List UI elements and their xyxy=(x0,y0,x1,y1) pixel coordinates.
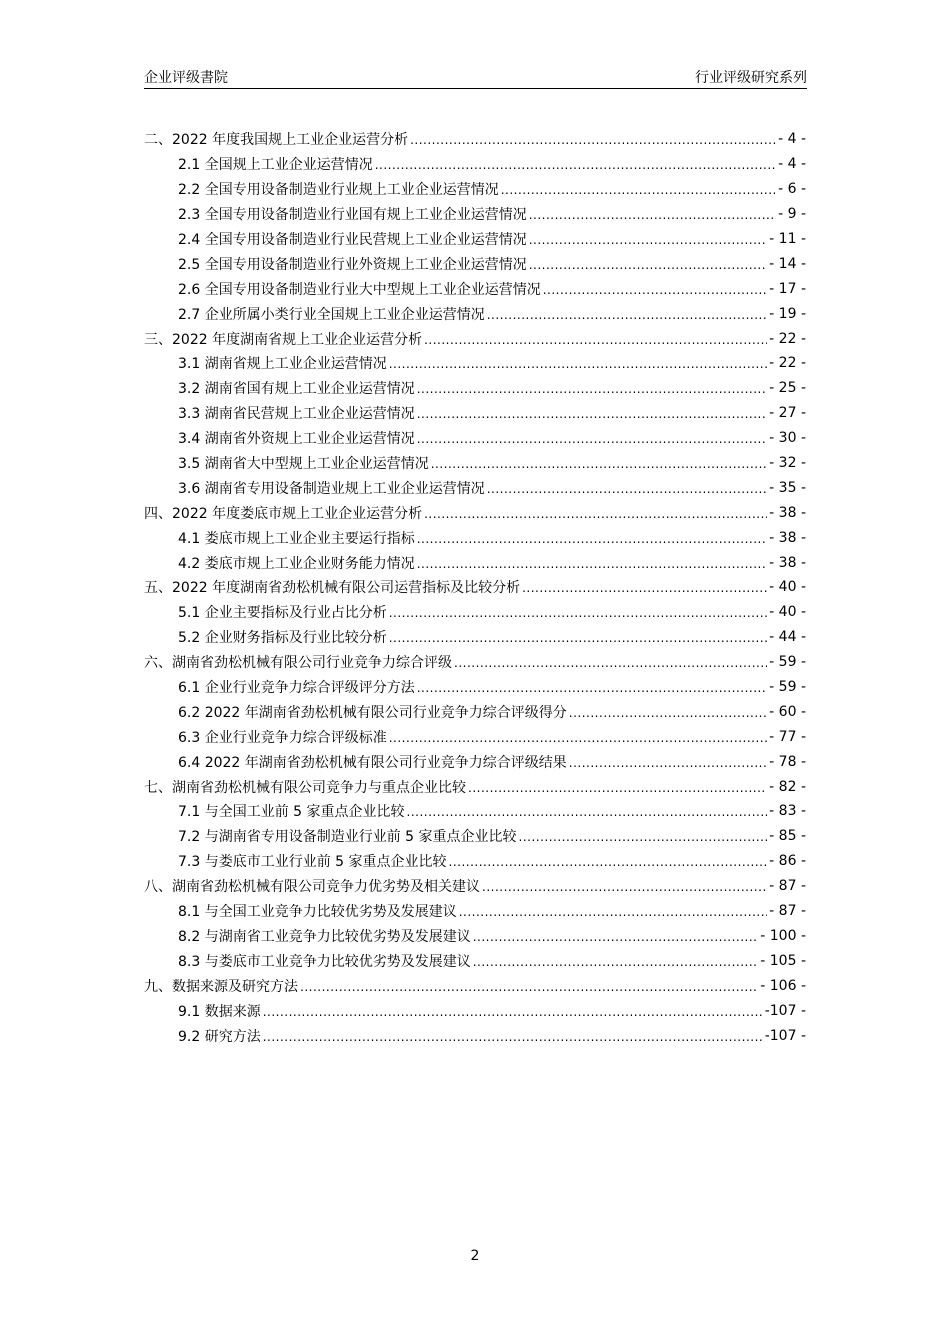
toc-section-entry[interactable] xyxy=(144,699,806,724)
toc-section-entry[interactable] xyxy=(144,749,806,774)
toc-section-entry[interactable] xyxy=(144,376,806,401)
toc-entry-page: - 40 - xyxy=(769,579,806,596)
toc-entry-title: 2.1 全国规上工业企业运营情况 xyxy=(178,157,373,174)
toc-entry-title: 7.2 与湖南省专用设备制造业行业前 5 家重点企业比较 xyxy=(178,829,517,846)
dot-leader xyxy=(529,258,767,272)
toc-chapter-entry[interactable] xyxy=(144,326,806,351)
toc-entry-title: 四、2022 年度娄底市规上工业企业运营分析 xyxy=(144,505,423,522)
toc-entry-title: 2.4 全国专用设备制造业行业民营规上工业企业运营情况 xyxy=(178,232,527,248)
toc-chapter-entry[interactable] xyxy=(144,500,806,525)
toc-entry-title: 九、数据来源及研究方法 xyxy=(144,978,298,995)
dot-leader xyxy=(424,507,767,521)
dot-leader xyxy=(569,756,767,770)
dot-leader xyxy=(389,731,767,745)
toc-entry-title: 3.6 湖南省专用设备制造业规上工业企业运营情况 xyxy=(178,480,485,497)
toc-chapter-entry[interactable] xyxy=(144,973,806,998)
toc-section-entry[interactable] xyxy=(144,525,806,550)
toc-entry-page: - 87 - xyxy=(769,878,806,895)
toc-entry-title: 8.3 与娄底市工业竞争力比较优劣势及发展建议 xyxy=(178,953,471,970)
toc-entry-title: 5.1 企业主要指标及行业占比分析 xyxy=(178,605,387,622)
toc-chapter-entry[interactable] xyxy=(144,650,806,675)
toc-section-entry[interactable] xyxy=(144,301,806,326)
toc-entry-title: 2.6 全国专用设备制造业行业大中型规上工业企业运营情况 xyxy=(178,281,541,298)
toc-section-entry[interactable] xyxy=(144,475,806,500)
toc-section-entry[interactable] xyxy=(144,251,806,276)
dot-leader xyxy=(263,1030,763,1044)
toc-entry-page: - 9 - xyxy=(778,206,806,223)
dot-leader xyxy=(417,407,767,421)
dot-leader xyxy=(529,208,776,222)
toc-entry-page: - 27 - xyxy=(769,405,806,422)
toc-entry-title: 二、2022 年度我国规上工业企业运营分析 xyxy=(144,132,409,149)
toc-entry-title: 2.2 全国专用设备制造业行业规上工业企业运营情况 xyxy=(178,182,499,199)
toc-entry-title: 八、湖南省劲松机械有限公司竞争力优劣势及相关建议 xyxy=(144,879,480,896)
toc-section-entry[interactable] xyxy=(144,948,806,973)
toc-section-entry[interactable] xyxy=(144,600,806,625)
toc-chapter-entry[interactable] xyxy=(144,127,806,152)
toc-entry-title: 3.1 湖南省规上工业企业运营情况 xyxy=(178,356,387,373)
toc-entry-title: 5.2 企业财务指标及行业比较分析 xyxy=(178,630,387,647)
toc-entry-page: - 17 - xyxy=(769,280,806,297)
toc-entry-page: - 14 - xyxy=(769,255,806,272)
dot-leader xyxy=(407,805,768,819)
dot-leader xyxy=(473,955,759,969)
toc-entry-page: - 100 - xyxy=(760,927,806,944)
dot-leader xyxy=(417,432,767,446)
toc-section-entry[interactable] xyxy=(144,625,806,650)
dot-leader xyxy=(454,656,767,670)
dot-leader xyxy=(431,457,767,471)
toc-entry-title: 8.1 与全国工业竞争力比较优劣势及发展建议 xyxy=(178,904,457,921)
dot-leader xyxy=(417,557,767,571)
toc-section-entry[interactable] xyxy=(144,451,806,476)
dot-leader xyxy=(482,880,767,894)
toc-section-entry[interactable] xyxy=(144,426,806,451)
toc-entry-page: - 59 - xyxy=(769,654,806,671)
toc-section-entry[interactable] xyxy=(144,899,806,924)
toc-entry-page: - 105 - xyxy=(760,952,806,969)
toc-entry-title: 4.2 娄底市规上工业企业财务能力情况 xyxy=(178,555,415,572)
toc-entry-title: 9.2 研究方法 xyxy=(178,1028,261,1045)
dot-leader xyxy=(389,606,767,620)
toc-entry-page: - 25 - xyxy=(769,380,806,397)
toc-section-entry[interactable] xyxy=(144,724,806,749)
toc-section-entry[interactable] xyxy=(144,227,806,252)
toc-entry-title: 6.2 2022 年湖南省劲松机械有限公司行业竞争力综合评级得分 xyxy=(178,704,567,721)
toc-entry-page: - 32 - xyxy=(769,455,806,472)
toc-section-entry[interactable] xyxy=(144,550,806,575)
toc-entry-page: - 4 - xyxy=(778,131,806,148)
dot-leader xyxy=(543,283,767,297)
toc-section-entry[interactable] xyxy=(144,824,806,849)
toc-entry-title: 7.1 与全国工业前 5 家重点企业比较 xyxy=(178,804,405,821)
toc-entry-title: 9.1 数据来源 xyxy=(178,1003,261,1020)
toc-entry-title: 4.1 娄底市规上工业企业主要运行指标 xyxy=(178,530,415,547)
toc-entry-page: - 11 - xyxy=(769,231,806,247)
toc-entry-page: -107 - xyxy=(764,1002,806,1019)
toc-entry-page: - 106 - xyxy=(760,977,806,994)
dot-leader xyxy=(417,681,767,695)
toc-entry-page: - 6 - xyxy=(778,181,806,198)
toc-entry-page: - 38 - xyxy=(769,504,806,521)
toc-entry-page: -107 - xyxy=(764,1027,806,1044)
table-of-contents xyxy=(144,127,806,1048)
dot-leader xyxy=(417,382,767,396)
toc-entry-title: 6.4 2022 年湖南省劲松机械有限公司行业竞争力综合评级结果 xyxy=(178,754,567,771)
toc-entry-title: 五、2022 年度湖南省劲松机械有限公司运营指标及比较分析 xyxy=(144,580,521,597)
dot-leader xyxy=(263,1005,763,1019)
toc-section-entry[interactable] xyxy=(144,401,806,426)
toc-entry-page: - 4 - xyxy=(778,156,806,173)
toc-entry-title: 8.2 与湖南省工业竞争力比较优劣势及发展建议 xyxy=(178,928,471,945)
dot-leader xyxy=(487,482,767,496)
toc-section-entry[interactable] xyxy=(144,799,806,824)
toc-section-entry[interactable] xyxy=(144,152,806,177)
toc-entry-title: 6.1 企业行业竞争力综合评级评分方法 xyxy=(178,680,415,697)
toc-section-entry[interactable] xyxy=(144,1023,806,1048)
toc-section-entry[interactable] xyxy=(144,276,806,301)
dot-leader xyxy=(487,308,767,322)
dot-leader xyxy=(522,581,767,595)
toc-entry-title: 七、湖南省劲松机械有限公司竞争力与重点企业比较 xyxy=(144,779,466,796)
toc-entry-title: 3.5 湖南省大中型规上工业企业运营情况 xyxy=(178,456,429,473)
toc-entry-page: - 83 - xyxy=(769,803,806,820)
toc-section-entry[interactable] xyxy=(144,202,806,227)
dot-leader xyxy=(468,781,767,795)
toc-section-entry[interactable] xyxy=(144,998,806,1023)
toc-chapter-entry[interactable] xyxy=(144,874,806,899)
dot-leader xyxy=(410,133,776,147)
toc-chapter-entry[interactable] xyxy=(144,575,806,600)
toc-entry-page: - 22 - xyxy=(769,330,806,347)
toc-entry-page: - 85 - xyxy=(769,828,806,845)
toc-entry-page: - 77 - xyxy=(769,728,806,745)
dot-leader xyxy=(389,631,767,645)
toc-entry-page: - 38 - xyxy=(769,554,806,571)
dot-leader xyxy=(519,830,768,844)
toc-entry-title: 2.5 全国专用设备制造业行业外资规上工业企业运营情况 xyxy=(178,256,527,273)
dot-leader xyxy=(529,233,767,247)
toc-entry-page: - 35 - xyxy=(769,479,806,496)
dot-leader xyxy=(449,855,768,869)
page-number: 2 xyxy=(470,1248,480,1264)
toc-entry-title: 六、湖南省劲松机械有限公司行业竞争力综合评级 xyxy=(144,655,452,672)
toc-entry-page: - 22 - xyxy=(769,355,806,372)
toc-entry-title: 3.3 湖南省民营规上工业企业运营情况 xyxy=(178,406,415,423)
header-series: 行业评级研究系列 xyxy=(695,70,807,86)
toc-entry-page: - 30 - xyxy=(769,430,806,447)
dot-leader xyxy=(473,930,759,944)
toc-entry-title: 7.3 与娄底市工业行业前 5 家重点企业比较 xyxy=(178,854,447,871)
toc-entry-title: 3.2 湖南省国有规上工业企业运营情况 xyxy=(178,381,415,398)
toc-entry-page: - 19 - xyxy=(769,305,806,322)
dot-leader xyxy=(417,532,767,546)
toc-entry-page: - 40 - xyxy=(769,604,806,621)
toc-entry-title: 2.3 全国专用设备制造业行业国有规上工业企业运营情况 xyxy=(178,207,527,224)
toc-section-entry[interactable] xyxy=(144,177,806,202)
dot-leader xyxy=(389,357,767,371)
toc-entry-title: 2.7 企业所属小类行业全国规上工业企业运营情况 xyxy=(178,306,485,323)
dot-leader xyxy=(501,183,776,197)
dot-leader xyxy=(424,333,767,347)
toc-entry-title: 6.3 企业行业竞争力综合评级标准 xyxy=(178,729,387,746)
toc-entry-page: - 78 - xyxy=(769,753,806,770)
page-header xyxy=(144,70,807,89)
dot-leader xyxy=(569,706,767,720)
toc-entry-page: - 86 - xyxy=(769,853,806,870)
toc-entry-page: - 59 - xyxy=(769,679,806,696)
toc-entry-page: - 82 - xyxy=(769,778,806,795)
toc-entry-title: 三、2022 年度湖南省规上工业企业运营分析 xyxy=(144,331,423,348)
toc-entry-title: 3.4 湖南省外资规上工业企业运营情况 xyxy=(178,431,415,448)
toc-section-entry[interactable] xyxy=(144,675,806,700)
toc-entry-page: - 60 - xyxy=(769,703,806,720)
dot-leader xyxy=(300,980,758,994)
dot-leader xyxy=(375,158,776,172)
toc-section-entry[interactable] xyxy=(144,849,806,874)
toc-entry-page: - 38 - xyxy=(769,529,806,546)
header-brand: 企业评级書院 xyxy=(144,70,228,86)
toc-section-entry[interactable] xyxy=(144,351,806,376)
dot-leader xyxy=(459,905,767,919)
toc-entry-page: - 44 - xyxy=(769,629,806,646)
toc-chapter-entry[interactable] xyxy=(144,774,806,799)
toc-entry-page: - 87 - xyxy=(769,903,806,920)
toc-section-entry[interactable] xyxy=(144,924,806,949)
